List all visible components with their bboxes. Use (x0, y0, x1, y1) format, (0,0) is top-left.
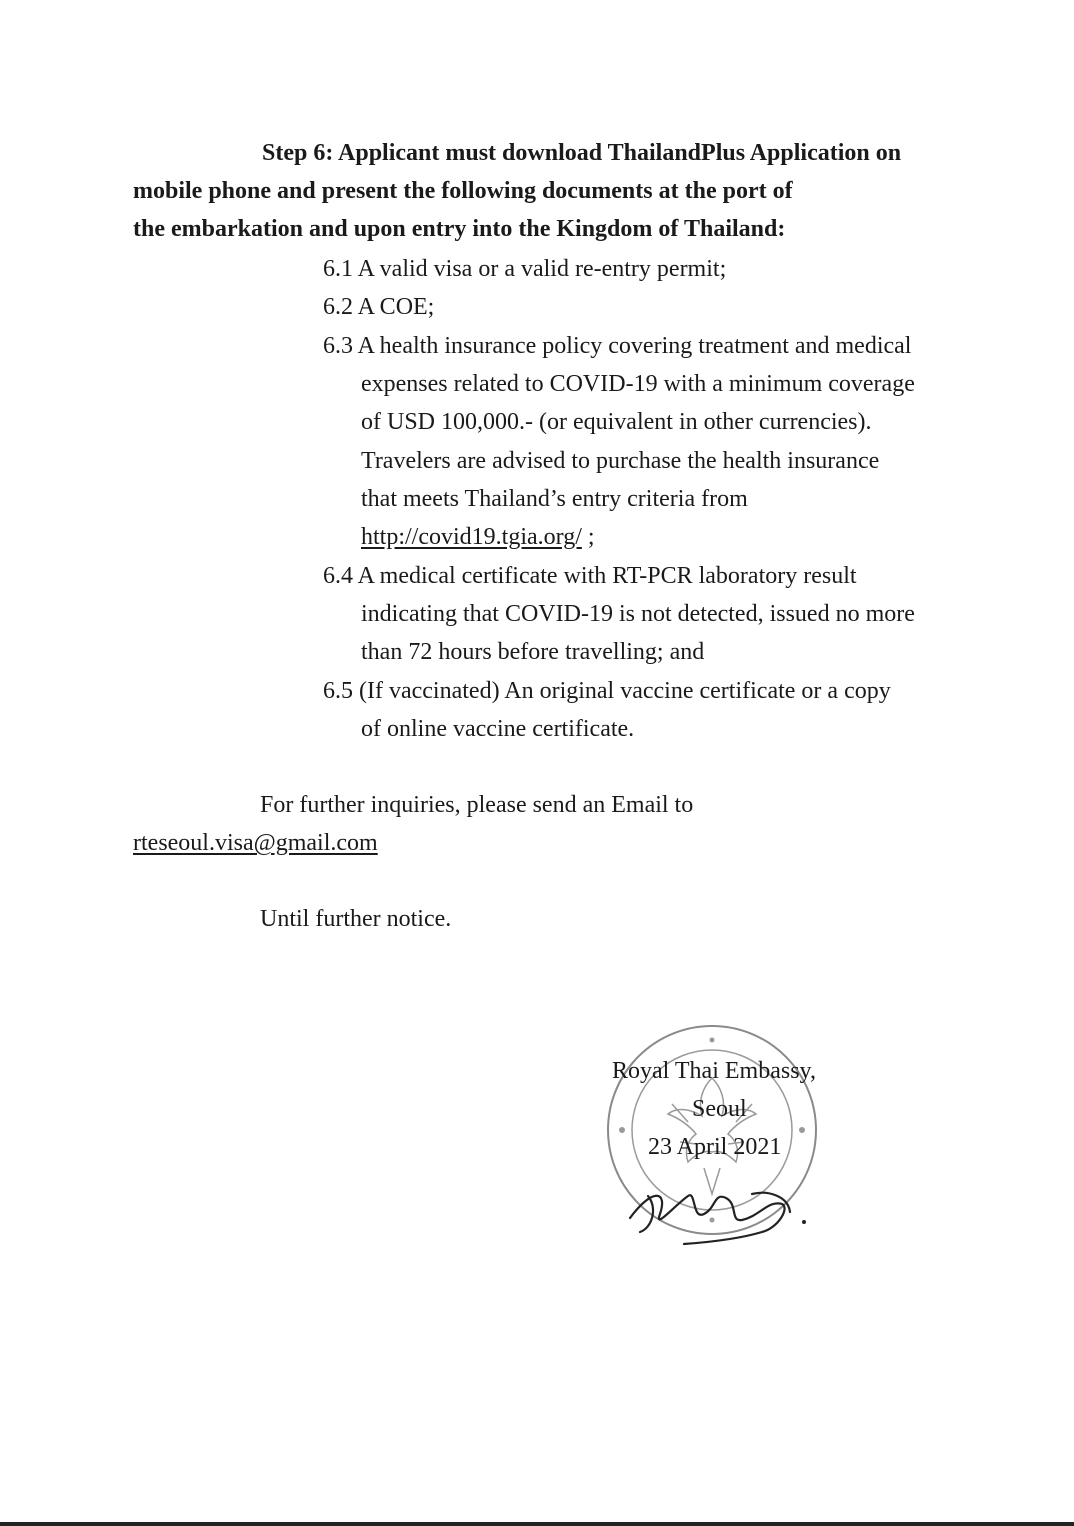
signature-org: Royal Thai Embassy, (612, 1058, 816, 1084)
item-6-4-line-3: than 72 hours before travelling; and (361, 639, 705, 665)
notice-text: Until further notice. (260, 906, 452, 932)
step-heading-line-3: the embarkation and upon entry into the Kingdom of Thailand: (133, 216, 786, 242)
item-6-4-line-2: indicating that COVID-19 is not detected, issued no more (361, 601, 915, 627)
signature-date: 23 April 2021 (648, 1134, 782, 1160)
item-6-4-line-1: 6.4 A medical certificate with RT-PCR laboratory result (323, 563, 857, 589)
item-6-3-line-4: Travelers are advised to purchase the health insurance (361, 448, 880, 474)
item-6-1: 6.1 A valid visa or a valid re-entry permit; (323, 256, 727, 282)
embassy-seal-block (592, 1018, 842, 1258)
item-6-3-line-1: 6.3 A health insurance policy covering treatment and medical (323, 333, 912, 359)
signature-city: Seoul (692, 1096, 747, 1122)
item-6-3-line-5: that meets Thailand’s entry criteria from (361, 486, 748, 512)
item-6-5-line-1: 6.5 (If vaccinated) An original vaccine certificate or a copy (323, 678, 891, 704)
tgia-link-suffix: ; (581, 524, 595, 550)
inquiry-text: For further inquiries, please send an Email to (260, 792, 694, 818)
step-heading-line-2: mobile phone and present the following documents at the port of (133, 178, 793, 204)
item-6-2: 6.2 A COE; (323, 294, 435, 320)
tgia-link[interactable]: http://covid19.tgia.org/ (361, 524, 582, 550)
item-6-5-line-2: of online vaccine certificate. (361, 716, 635, 742)
item-6-3-line-3: of USD 100,000.- (or equivalent in other currencies). (361, 409, 872, 435)
item-6-3-link-line (361, 518, 595, 556)
item-6-3-line-2: expenses related to COVID-19 with a minimum coverage (361, 371, 915, 397)
page-bottom-edge (0, 1522, 1074, 1526)
step-heading-line-1: Step 6: Applicant must download ThailandPlus Application on (262, 140, 902, 166)
inquiry-email-link[interactable]: rteseoul.visa@gmail.com (133, 830, 378, 856)
